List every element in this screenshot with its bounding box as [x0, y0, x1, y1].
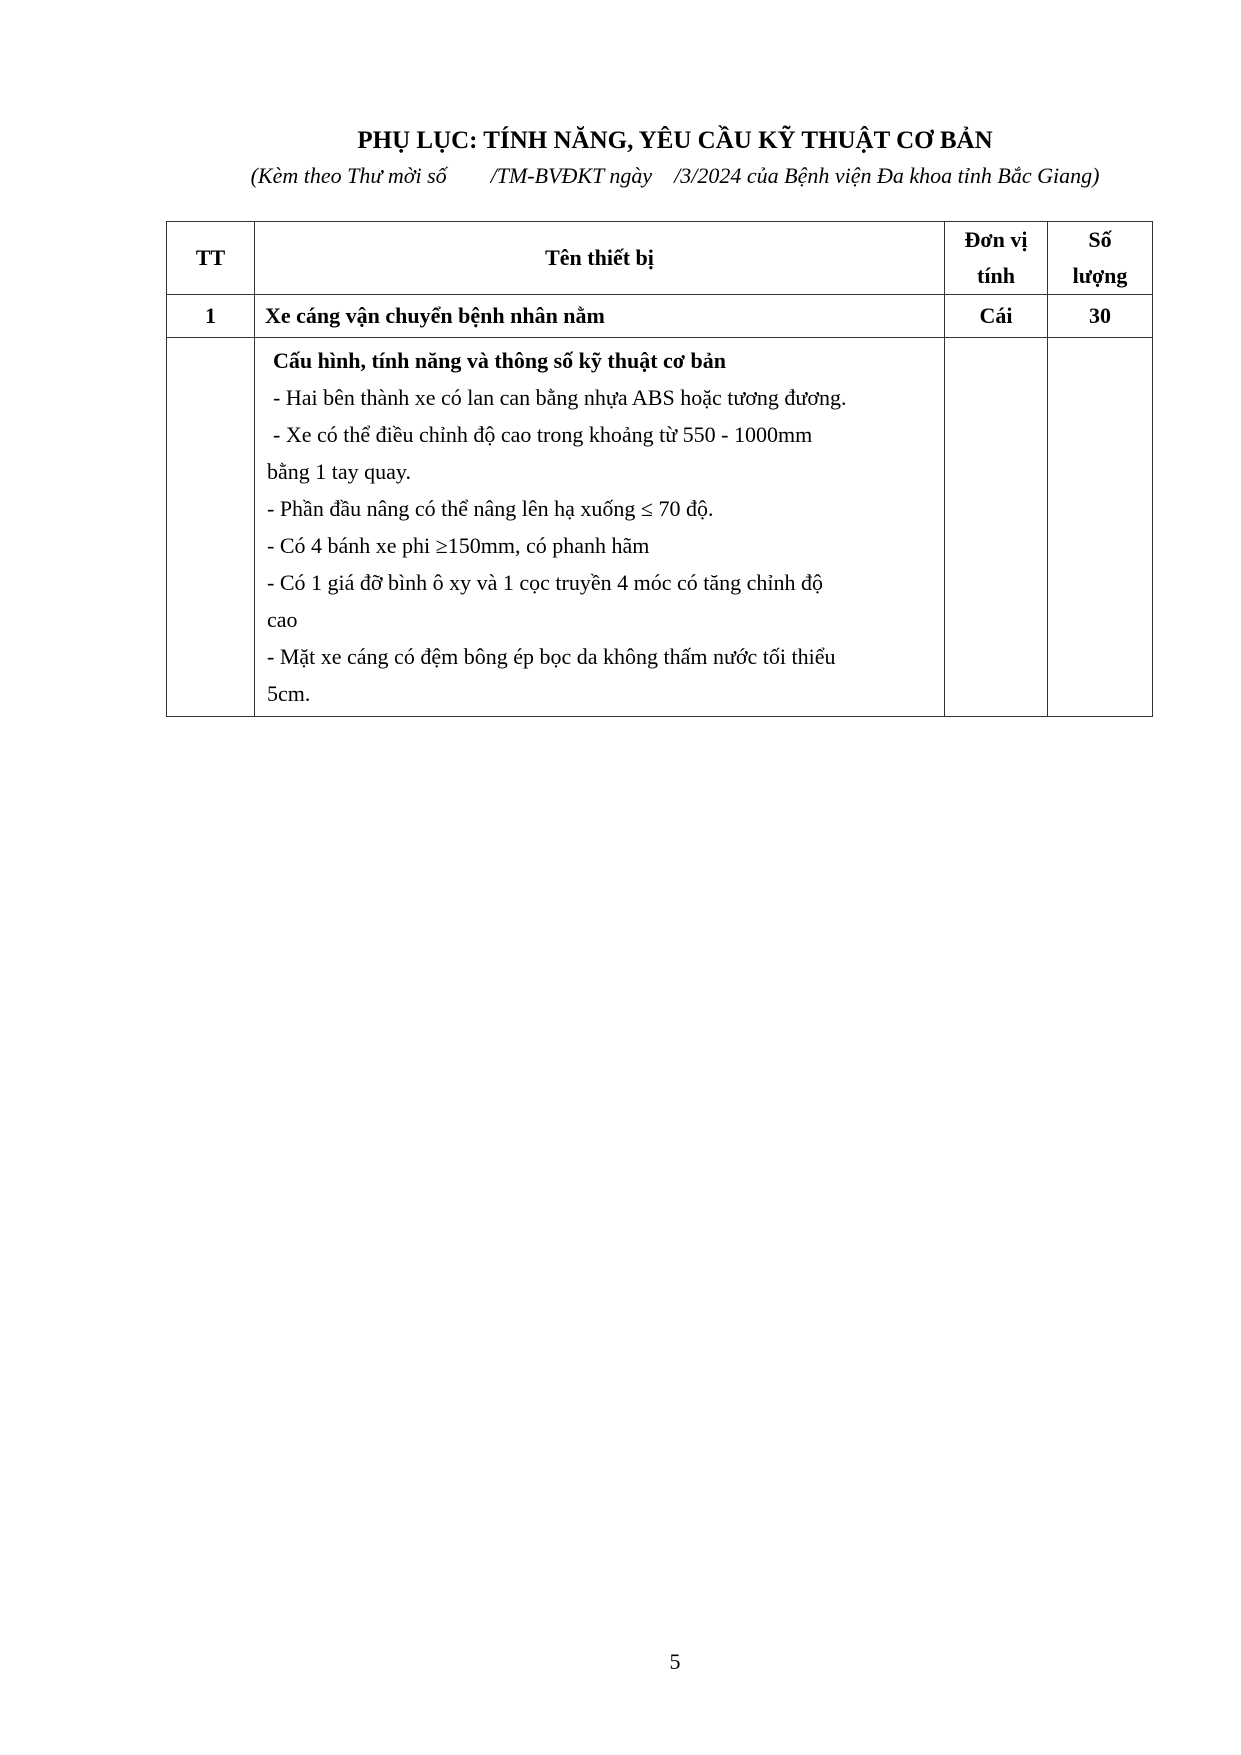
description-line: bằng 1 tay quay. [267, 459, 411, 484]
header-qty-line1: Số [1088, 227, 1112, 252]
row-tt: 1 [167, 295, 255, 338]
document-title: PHỤ LỤC: TÍNH NĂNG, YÊU CẦU KỸ THUẬT CƠ BẢN [357, 127, 993, 154]
row-name: Xe cáng vận chuyển bệnh nhân nằm [255, 295, 945, 338]
description-qty-empty [1048, 338, 1153, 717]
description-tt-empty [167, 338, 255, 717]
table-header-row [167, 222, 1153, 295]
description-line: - Phần đầu nâng có thể nâng lên hạ xuống ≤ 70 độ. [267, 496, 714, 521]
spec-table [166, 221, 1153, 717]
description-line: - Xe có thể điều chỉnh độ cao trong khoảng từ 550 - 1000mm [273, 422, 813, 447]
row-qty: 30 [1048, 295, 1153, 338]
table-description-row [167, 338, 1153, 717]
header-unit-line2: tính [977, 263, 1015, 288]
header-tt: TT [167, 222, 255, 295]
table-row [167, 295, 1153, 338]
description-line: cao [267, 607, 298, 632]
header-qty [1048, 222, 1153, 295]
header-qty-line2: lượng [1072, 263, 1128, 288]
description-line: - Có 1 giá đỡ bình ô xy và 1 cọc truyền 4 móc có tăng chỉnh độ [267, 570, 824, 595]
description-line: - Có 4 bánh xe phi ≥150mm, có phanh hãm [267, 533, 650, 558]
description-heading: Cấu hình, tính năng và thông số kỹ thuật cơ bản [273, 348, 726, 373]
header-unit [945, 222, 1048, 295]
row-unit: Cái [945, 295, 1048, 338]
description-cell [255, 338, 945, 717]
document-subtitle: (Kèm theo Thư mời số /TM-BVĐKT ngày /3/2024 của Bệnh viện Đa khoa tỉnh Bắc Giang) [250, 163, 1100, 188]
description-line: - Hai bên thành xe có lan can bằng nhựa ABS hoặc tương đương. [273, 385, 847, 410]
description-line: - Mặt xe cáng có đệm bông ép bọc da không thấm nước tối thiểu [267, 644, 836, 669]
page-number: 5 [669, 1649, 681, 1674]
header-name: Tên thiết bị [255, 222, 945, 295]
description-line: 5cm. [267, 681, 311, 706]
description-unit-empty [945, 338, 1048, 717]
header-unit-line1: Đơn vị [964, 227, 1028, 252]
